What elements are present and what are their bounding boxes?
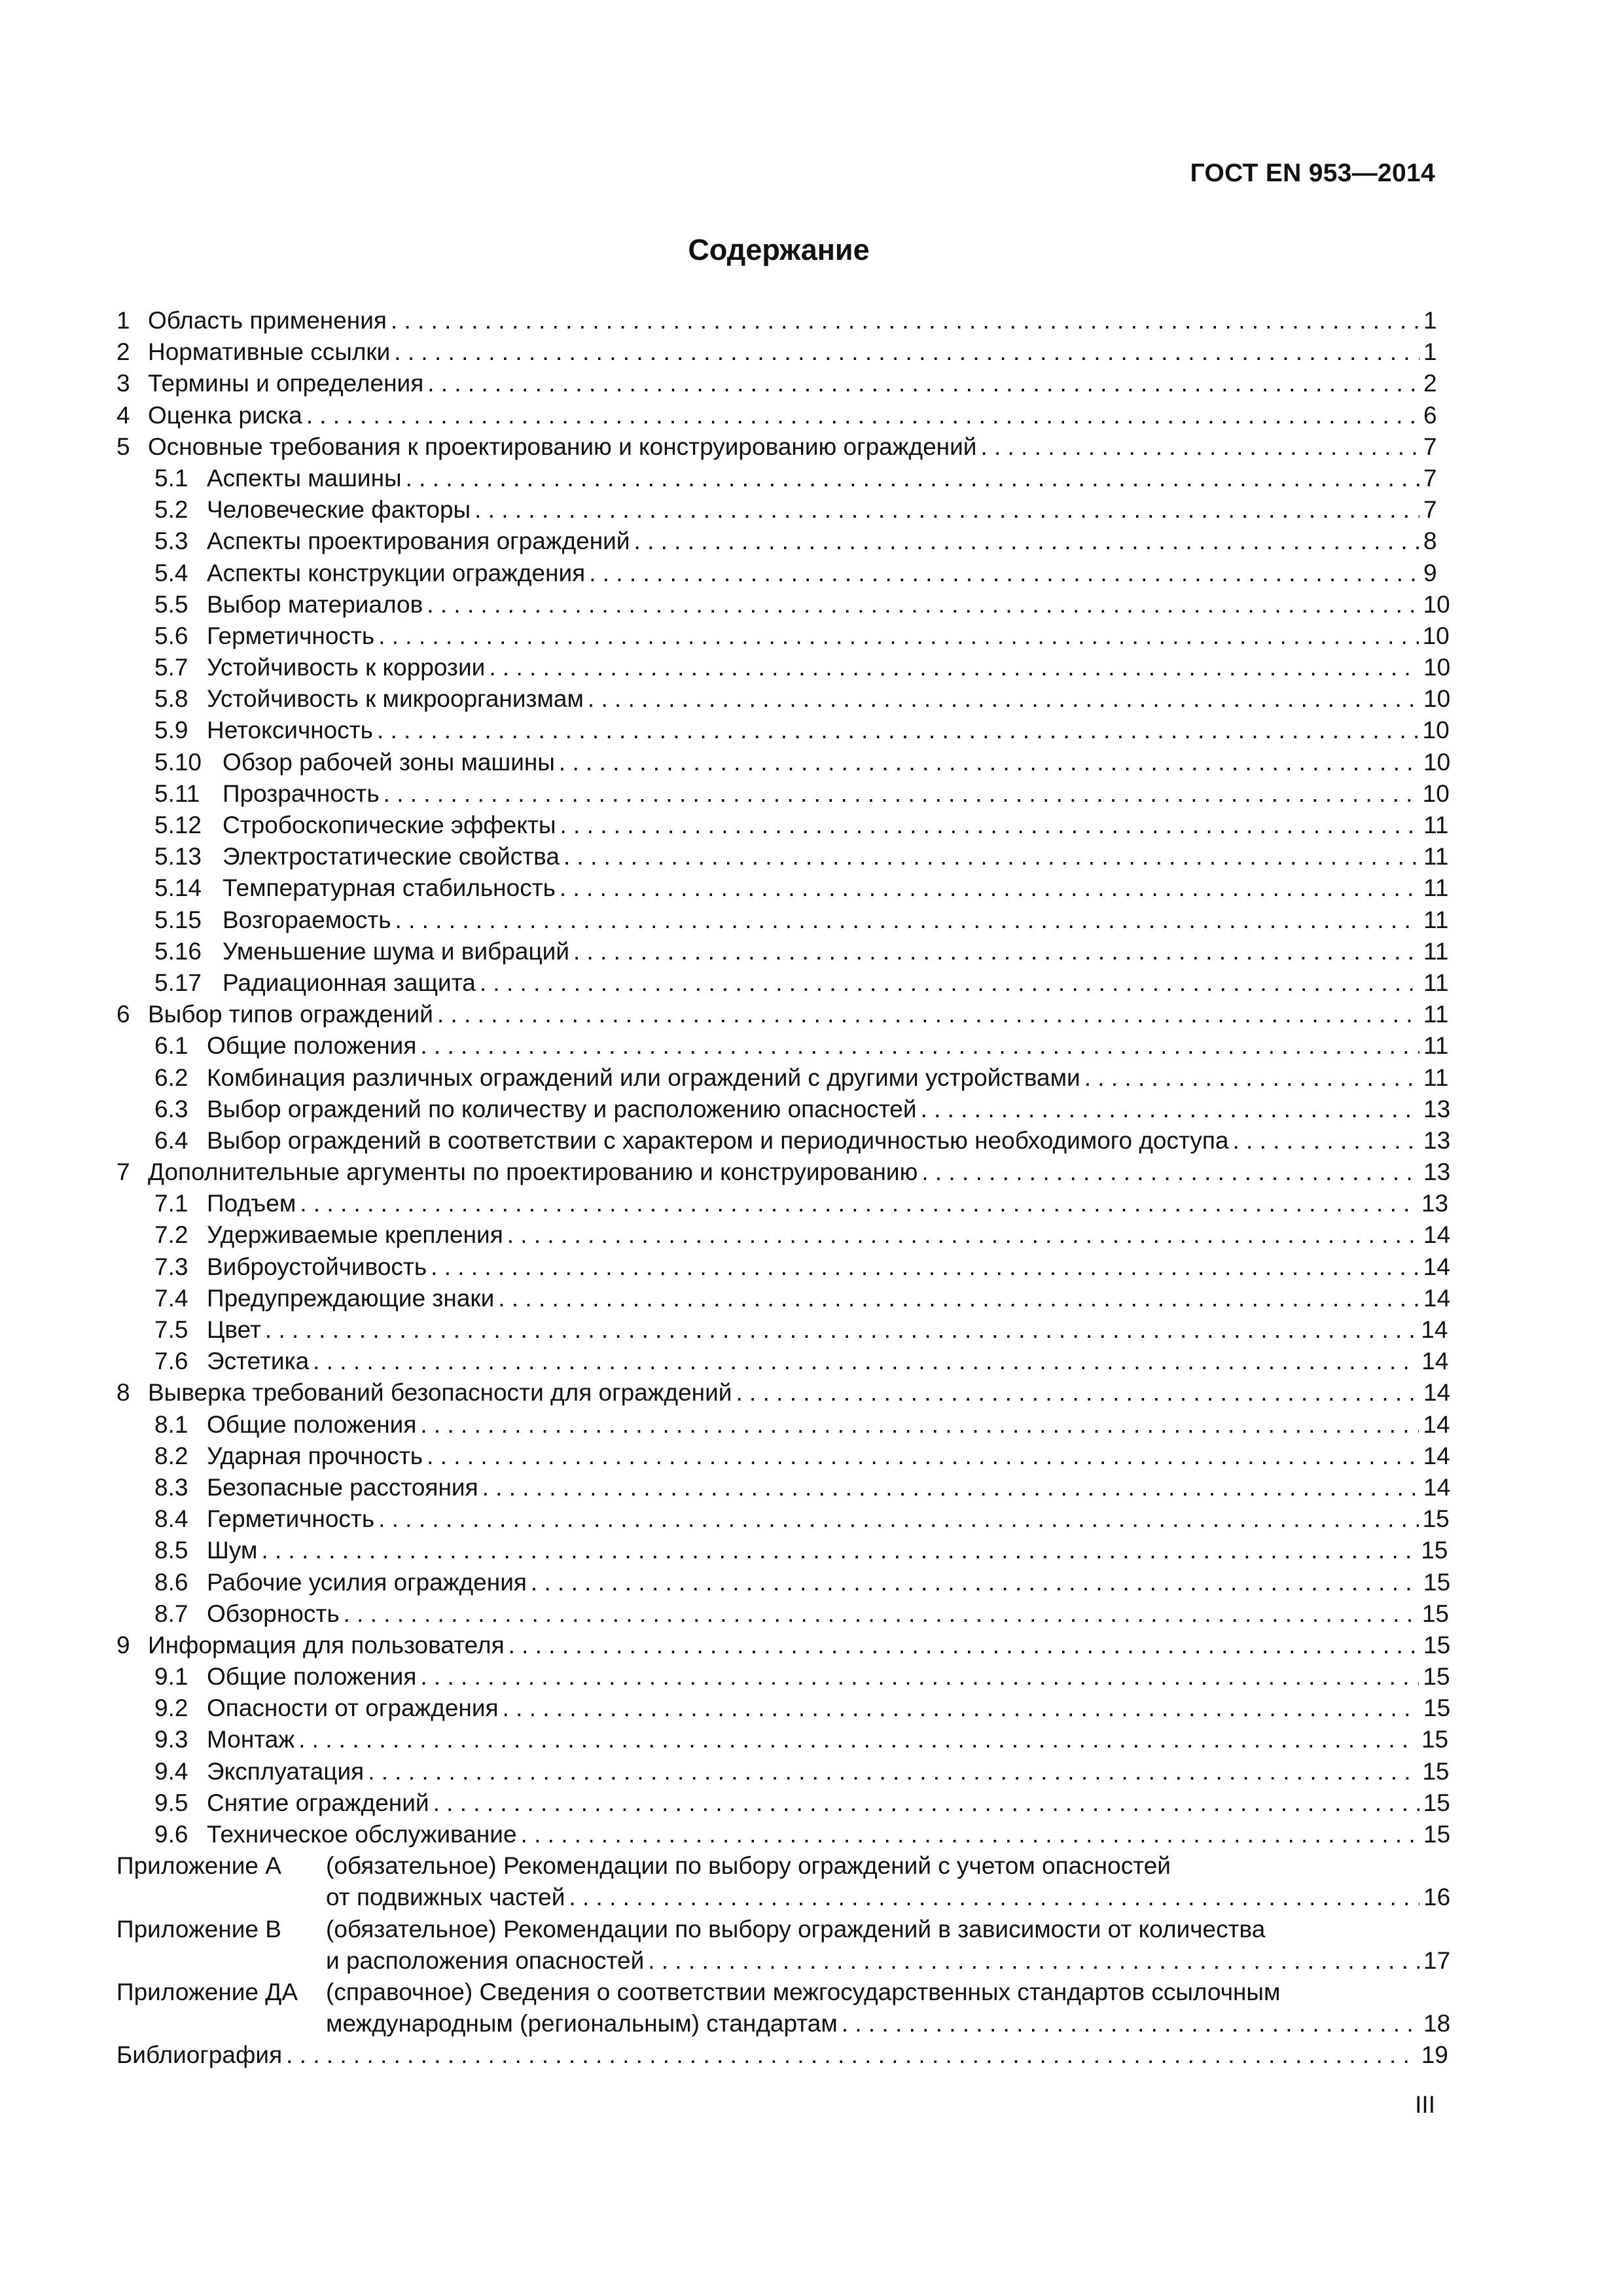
toc-entry-title: Электростатические свойства bbox=[223, 843, 560, 870]
toc-entry-page: 15 bbox=[1422, 1757, 1450, 1785]
dot-leader bbox=[286, 2039, 1418, 2071]
toc-entry bbox=[116, 1472, 1451, 1503]
toc-entry-title: Рабочие усилия ограждения bbox=[207, 1568, 527, 1596]
dot-leader bbox=[394, 336, 1419, 368]
dot-leader bbox=[563, 841, 1419, 872]
toc-entry-page: 7 bbox=[1423, 433, 1437, 460]
dot-leader bbox=[648, 1945, 1419, 1977]
toc-entry-title: Обзор рабочей зоны машины bbox=[223, 748, 555, 776]
toc-entry-page: 14 bbox=[1423, 1410, 1450, 1438]
toc-entry-page: 14 bbox=[1421, 1348, 1449, 1375]
toc-entry-title: Основные требования к проектированию и конструированию ограждений bbox=[148, 433, 977, 460]
toc-entry-page: 13 bbox=[1423, 1126, 1451, 1154]
toc-entry-page: 7 bbox=[1423, 464, 1437, 492]
toc-entry-number: 2 bbox=[116, 338, 130, 366]
appendix-label: Приложение ДА bbox=[116, 1978, 298, 2005]
toc-entry-page: 15 bbox=[1422, 1505, 1450, 1533]
toc-entry-title: Монтаж bbox=[207, 1726, 295, 1753]
toc-entry-number: 5.13 bbox=[154, 843, 202, 870]
toc-entry-number: 5.8 bbox=[154, 685, 188, 713]
toc-entry-title: Шум bbox=[207, 1537, 258, 1564]
toc-entry-page: 14 bbox=[1423, 1473, 1451, 1501]
dot-leader bbox=[508, 1630, 1419, 1661]
dot-leader bbox=[265, 1314, 1417, 1346]
toc-entry-title: Человеческие факторы bbox=[207, 496, 471, 524]
toc-entry bbox=[116, 400, 1436, 431]
toc-entry bbox=[116, 1157, 1451, 1188]
dot-leader bbox=[368, 1756, 1418, 1787]
toc-entry-title: Безопасные расстояния bbox=[207, 1473, 478, 1501]
toc-entry bbox=[116, 905, 1449, 936]
dot-leader bbox=[433, 1787, 1419, 1819]
appendix-page: 18 bbox=[1423, 2010, 1451, 2037]
toc-entry bbox=[116, 1661, 1450, 1693]
dot-leader bbox=[980, 431, 1419, 463]
toc-entry bbox=[116, 368, 1436, 399]
toc-entry bbox=[116, 652, 1451, 683]
toc-entry bbox=[116, 431, 1436, 463]
toc-entry-title: Цвет bbox=[207, 1316, 261, 1343]
toc-entry-number: 5.6 bbox=[154, 622, 188, 649]
toc-entry bbox=[116, 1409, 1450, 1441]
toc-entry-title: Эксплуатация bbox=[207, 1757, 365, 1785]
toc-entry bbox=[116, 336, 1436, 368]
appendix-page: 16 bbox=[1423, 1884, 1451, 1911]
bibliography-page: 19 bbox=[1421, 2041, 1448, 2069]
dot-leader bbox=[588, 683, 1419, 715]
toc-entry-number: 3 bbox=[116, 370, 130, 397]
toc-entry bbox=[116, 810, 1449, 841]
toc-entry-title: Информация для пользователя bbox=[148, 1631, 505, 1659]
dot-leader bbox=[313, 1346, 1418, 1377]
toc-entry-page: 15 bbox=[1423, 1789, 1450, 1816]
dot-leader bbox=[474, 494, 1419, 526]
dot-leader bbox=[573, 936, 1419, 967]
toc-entry-page: 11 bbox=[1423, 812, 1449, 838]
dot-leader bbox=[306, 400, 1419, 431]
dot-leader bbox=[261, 1535, 1417, 1566]
toc-entry-title: Уменьшение шума и вибраций bbox=[223, 937, 569, 965]
toc-entry-title: Дополнительные аргументы по проектированию и конструированию bbox=[148, 1158, 918, 1186]
toc-entry bbox=[116, 1724, 1449, 1755]
toc-entry-number: 5.12 bbox=[154, 812, 202, 838]
dot-leader bbox=[406, 463, 1419, 494]
dot-leader bbox=[498, 1283, 1419, 1314]
toc-entry bbox=[116, 1283, 1451, 1314]
toc-entry-title: Область применения bbox=[148, 307, 387, 334]
toc-entry bbox=[116, 305, 1436, 336]
page-number: III bbox=[1415, 2091, 1435, 2118]
dot-leader bbox=[569, 1882, 1419, 1913]
toc-entry-page: 15 bbox=[1423, 1631, 1451, 1659]
toc-entry-title: Выбор типов ограждений bbox=[148, 1001, 433, 1028]
toc-bibliography bbox=[116, 2039, 1448, 2071]
toc-entry-title: Ударная прочность bbox=[207, 1442, 423, 1469]
toc-entry bbox=[116, 1787, 1450, 1819]
toc-entry-page: 15 bbox=[1423, 1821, 1451, 1848]
toc-entry-number: 8.3 bbox=[154, 1473, 188, 1501]
toc-entry-page: 14 bbox=[1423, 1284, 1451, 1312]
toc-entry-page: 15 bbox=[1421, 1726, 1449, 1753]
toc-appendix bbox=[116, 1977, 1451, 2039]
document-code: ГОСТ EN 953—2014 bbox=[1190, 159, 1435, 187]
toc-entry-page: 14 bbox=[1423, 1379, 1451, 1407]
dot-leader bbox=[736, 1377, 1419, 1408]
toc-entry bbox=[116, 841, 1449, 872]
toc-entry-number: 5.5 bbox=[154, 590, 188, 618]
dot-leader bbox=[427, 1441, 1419, 1472]
toc-entry bbox=[116, 1693, 1451, 1724]
toc-entry bbox=[116, 778, 1450, 810]
toc-entry-title: Возгораемость bbox=[223, 906, 391, 933]
toc-entry-title: Герметичность bbox=[207, 1505, 375, 1533]
dot-leader bbox=[482, 1472, 1419, 1503]
toc-entry-title: Снятие ограждений bbox=[207, 1789, 429, 1816]
toc-entry-page: 11 bbox=[1423, 1001, 1449, 1028]
toc-entry-number: 7.4 bbox=[154, 1284, 188, 1312]
toc-entry bbox=[116, 967, 1449, 999]
toc-entry-number: 9.1 bbox=[154, 1663, 188, 1691]
toc-entry bbox=[116, 1377, 1451, 1408]
toc-entry-number: 8 bbox=[116, 1379, 130, 1407]
toc-entry-title: Радиационная защита bbox=[223, 969, 476, 996]
dot-leader bbox=[300, 1188, 1418, 1219]
toc-entry-title: Общие положения bbox=[207, 1032, 417, 1060]
dot-leader bbox=[427, 589, 1419, 620]
toc-entry-title: Нормативные ссылки bbox=[148, 338, 391, 366]
toc-entry bbox=[116, 715, 1450, 746]
toc-entry-number: 5.2 bbox=[154, 496, 188, 524]
toc-entry-page: 15 bbox=[1423, 1663, 1450, 1691]
toc-entry-page: 1 bbox=[1423, 307, 1437, 334]
toc-entry-page: 14 bbox=[1423, 1221, 1451, 1249]
toc-entry-title: Термины и определения bbox=[148, 370, 424, 397]
toc-entry-number: 8.1 bbox=[154, 1410, 188, 1438]
appendix-title-line2: и расположения опасностей bbox=[326, 1946, 645, 1974]
toc-entry-number: 5 bbox=[116, 433, 130, 460]
toc-entry-number: 6 bbox=[116, 1001, 130, 1028]
toc-entry bbox=[116, 494, 1436, 526]
toc-entry bbox=[116, 1062, 1449, 1094]
toc-entry bbox=[116, 1598, 1450, 1630]
toc-entry-number: 5.7 bbox=[154, 654, 188, 681]
toc-appendix bbox=[116, 1914, 1451, 1977]
toc-entry-title: Аспекты проектирования ограждений bbox=[207, 528, 630, 555]
toc-entry-number: 7.6 bbox=[154, 1348, 188, 1375]
toc-entry bbox=[116, 1188, 1449, 1219]
toc-entry-number: 8.2 bbox=[154, 1442, 188, 1469]
bibliography-title: Библиография bbox=[116, 2041, 283, 2069]
toc-entry-number: 4 bbox=[116, 401, 130, 429]
dot-leader bbox=[391, 305, 1419, 336]
table-of-contents bbox=[116, 305, 1451, 2072]
appendix-label: Приложение В bbox=[116, 1915, 281, 1943]
toc-entry-title: Выверка требований безопасности для ограждений bbox=[148, 1379, 732, 1407]
toc-entry-title: Комбинация различных ограждений или ограждений с другими устройствами bbox=[207, 1064, 1080, 1091]
dot-leader bbox=[531, 1567, 1419, 1598]
toc-entry bbox=[116, 589, 1450, 620]
dot-leader bbox=[427, 368, 1419, 399]
toc-entry-title: Удерживаемые крепления bbox=[207, 1221, 503, 1249]
toc-entry-page: 15 bbox=[1423, 1695, 1451, 1722]
toc-entry bbox=[116, 1314, 1448, 1346]
appendix-title-line2: международным (региональным) стандартам bbox=[326, 2010, 838, 2037]
toc-entry bbox=[116, 526, 1436, 557]
toc-entry-page: 11 bbox=[1423, 906, 1449, 933]
toc-entry-page: 14 bbox=[1423, 1442, 1450, 1469]
toc-entry-page: 15 bbox=[1423, 1568, 1451, 1596]
dot-leader bbox=[559, 747, 1419, 778]
toc-entry-number: 9.5 bbox=[154, 1789, 188, 1816]
toc-entry-number: 5.4 bbox=[154, 559, 188, 586]
dot-leader bbox=[507, 1219, 1419, 1251]
toc-entry bbox=[116, 1251, 1450, 1283]
toc-entry-number: 8.7 bbox=[154, 1600, 188, 1627]
toc-entry-number: 6.4 bbox=[154, 1126, 188, 1154]
toc-entry-number: 6.3 bbox=[154, 1095, 188, 1122]
toc-entry-number: 7.5 bbox=[154, 1316, 188, 1343]
toc-entry bbox=[116, 620, 1450, 652]
toc-entry bbox=[116, 1630, 1451, 1661]
toc-entry-page: 11 bbox=[1423, 874, 1449, 902]
toc-entry bbox=[116, 936, 1449, 967]
dot-leader bbox=[298, 1724, 1418, 1755]
toc-entry-page: 11 bbox=[1423, 1032, 1449, 1060]
toc-entry-title: Стробоскопические эффекты bbox=[223, 812, 556, 838]
toc-entry bbox=[116, 999, 1449, 1030]
toc-entry-number: 7.3 bbox=[154, 1253, 188, 1280]
dot-leader bbox=[420, 1661, 1419, 1693]
toc-entry-number: 5.10 bbox=[154, 748, 202, 776]
toc-entry-title: Устойчивость к коррозии bbox=[207, 654, 486, 681]
appendix-page: 17 bbox=[1423, 1946, 1451, 1974]
toc-entry bbox=[116, 1125, 1451, 1157]
toc-entry-number: 9 bbox=[116, 1631, 130, 1659]
toc-entry-title: Выбор ограждений по количеству и расположению опасностей bbox=[207, 1095, 917, 1122]
toc-entry-page: 11 bbox=[1423, 937, 1449, 965]
toc-entry-title: Выбор материалов bbox=[207, 590, 423, 618]
toc-entry-page: 10 bbox=[1423, 654, 1451, 681]
toc-entry-title: Техническое обслуживание bbox=[207, 1821, 517, 1848]
toc-entry-number: 5.9 bbox=[154, 717, 188, 744]
toc-entry bbox=[116, 463, 1436, 494]
dot-leader bbox=[489, 652, 1419, 683]
toc-entry-page: 10 bbox=[1422, 717, 1450, 744]
toc-entry-title: Общие положения bbox=[207, 1410, 417, 1438]
toc-entry-page: 8 bbox=[1423, 528, 1437, 555]
appendix-title-line2: от подвижных частей bbox=[326, 1884, 565, 1911]
dot-leader bbox=[921, 1157, 1419, 1188]
toc-entry-number: 8.6 bbox=[154, 1568, 188, 1596]
dot-leader bbox=[420, 1409, 1419, 1441]
toc-entry-page: 10 bbox=[1423, 590, 1450, 618]
toc-entry-page: 13 bbox=[1423, 1095, 1451, 1122]
dot-leader bbox=[1084, 1062, 1419, 1094]
appendix-title-line1: (справочное) Сведения о соответствии межгосударственных стандартов ссылочным bbox=[326, 1978, 1281, 2005]
toc-entry-number: 5.3 bbox=[154, 528, 188, 555]
toc-entry bbox=[116, 1094, 1451, 1125]
toc-entry-page: 15 bbox=[1421, 1600, 1450, 1627]
toc-entry-page: 14 bbox=[1421, 1316, 1448, 1343]
appendix-label: Приложение А bbox=[116, 1852, 281, 1880]
toc-entry-title: Аспекты конструкции ограждения bbox=[207, 559, 586, 586]
toc-entry-title: Предупреждающие знаки bbox=[207, 1284, 495, 1312]
toc-entry-number: 7.2 bbox=[154, 1221, 188, 1249]
toc-entry-page: 15 bbox=[1421, 1537, 1448, 1564]
toc-entry bbox=[116, 1756, 1450, 1787]
toc-entry-page: 11 bbox=[1423, 969, 1449, 996]
toc-entry-title: Эстетика bbox=[207, 1348, 310, 1375]
toc-entry-page: 11 bbox=[1423, 1064, 1449, 1091]
toc-entry-title: Оценка риска bbox=[148, 401, 302, 429]
toc-entry-page: 11 bbox=[1423, 843, 1449, 870]
toc-entry-title: Выбор ограждений в соответствии с характером и периодичностью необходимого доступа bbox=[207, 1126, 1229, 1154]
toc-entry-page: 10 bbox=[1423, 685, 1451, 713]
dot-leader bbox=[480, 967, 1419, 999]
toc-entry bbox=[116, 1346, 1449, 1377]
toc-entry bbox=[116, 1535, 1448, 1566]
toc-entry-title: Температурная стабильность bbox=[223, 874, 556, 902]
toc-entry-title: Устойчивость к микроорганизмам bbox=[207, 685, 584, 713]
toc-entry-number: 5.15 bbox=[154, 906, 202, 933]
appendix-title-line1: (обязательное) Рекомендации по выбору ограждений с учетом опасностей bbox=[326, 1852, 1171, 1880]
dot-leader bbox=[503, 1693, 1419, 1724]
toc-entry-page: 6 bbox=[1423, 401, 1437, 429]
toc-entry bbox=[116, 872, 1449, 904]
toc-entry-number: 1 bbox=[116, 307, 130, 334]
toc-entry bbox=[116, 683, 1451, 715]
dot-leader bbox=[344, 1598, 1418, 1630]
toc-entry-number: 5.14 bbox=[154, 874, 202, 902]
dot-leader bbox=[431, 1251, 1419, 1283]
dot-leader bbox=[377, 715, 1419, 746]
toc-entry bbox=[116, 747, 1451, 778]
toc-entry-title: Обзорность bbox=[207, 1600, 340, 1627]
toc-entry bbox=[116, 1030, 1449, 1062]
dot-leader bbox=[378, 1503, 1418, 1535]
dot-leader bbox=[589, 558, 1419, 589]
dot-leader bbox=[560, 810, 1419, 841]
toc-entry-page: 2 bbox=[1423, 370, 1437, 397]
toc-entry bbox=[116, 1567, 1451, 1598]
toc-entry-number: 5.1 bbox=[154, 464, 188, 492]
toc-entry-page: 10 bbox=[1422, 780, 1450, 807]
toc-entry-title: Прозрачность bbox=[223, 780, 380, 807]
toc-entry-title: Аспекты машины bbox=[207, 464, 402, 492]
toc-entry-page: 13 bbox=[1423, 1158, 1451, 1186]
dot-leader bbox=[420, 1030, 1419, 1062]
toc-entry-title: Герметичность bbox=[207, 622, 375, 649]
dot-leader bbox=[1232, 1125, 1419, 1157]
toc-entry-number: 9.2 bbox=[154, 1695, 188, 1722]
dot-leader bbox=[521, 1819, 1419, 1850]
toc-entry-page: 9 bbox=[1423, 559, 1437, 586]
toc-entry-number: 6.2 bbox=[154, 1064, 188, 1091]
appendix-title-line1: (обязательное) Рекомендации по выбору ограждений в зависимости от количества bbox=[326, 1915, 1266, 1943]
toc-entry-number: 7 bbox=[116, 1158, 130, 1186]
toc-entry-number: 6.1 bbox=[154, 1032, 188, 1060]
toc-entry-page: 13 bbox=[1421, 1190, 1449, 1217]
toc-entry-title: Виброустойчивость bbox=[207, 1253, 427, 1280]
toc-entry-title: Опасности от ограждения bbox=[207, 1695, 499, 1722]
page-title: Содержание bbox=[688, 233, 870, 266]
toc-entry bbox=[116, 1503, 1450, 1535]
toc-entry-page: 14 bbox=[1423, 1253, 1450, 1280]
toc-entry-page: 10 bbox=[1422, 622, 1450, 649]
dot-leader bbox=[634, 526, 1419, 557]
toc-entry-number: 9.6 bbox=[154, 1821, 188, 1848]
dot-leader bbox=[921, 1094, 1419, 1125]
dot-leader bbox=[383, 778, 1419, 810]
toc-entry-number: 7.1 bbox=[154, 1190, 188, 1217]
dot-leader bbox=[395, 905, 1419, 936]
toc-entry bbox=[116, 1219, 1451, 1251]
toc-entry-page: 1 bbox=[1423, 338, 1437, 366]
toc-entry-title: Общие положения bbox=[207, 1663, 417, 1691]
toc-entry-number: 5.16 bbox=[154, 937, 202, 965]
toc-entry-title: Нетоксичность bbox=[207, 717, 373, 744]
toc-entry-number: 9.4 bbox=[154, 1757, 188, 1785]
toc-entry bbox=[116, 558, 1436, 589]
toc-appendix bbox=[116, 1850, 1451, 1913]
dot-leader bbox=[842, 2008, 1419, 2039]
dot-leader bbox=[437, 999, 1419, 1030]
toc-entry-number: 9.3 bbox=[154, 1726, 188, 1753]
toc-entry-number: 8.5 bbox=[154, 1537, 188, 1564]
toc-entry-number: 5.11 bbox=[154, 780, 200, 807]
toc-entry-page: 7 bbox=[1423, 496, 1437, 524]
toc-entry-title: Подъем bbox=[207, 1190, 296, 1217]
toc-entry bbox=[116, 1819, 1451, 1850]
toc-entry-number: 5.17 bbox=[154, 969, 202, 996]
dot-leader bbox=[378, 620, 1418, 652]
dot-leader bbox=[560, 872, 1419, 904]
toc-entry bbox=[116, 1441, 1450, 1472]
toc-entry-page: 10 bbox=[1423, 748, 1451, 776]
toc-entry-number: 8.4 bbox=[154, 1505, 188, 1533]
